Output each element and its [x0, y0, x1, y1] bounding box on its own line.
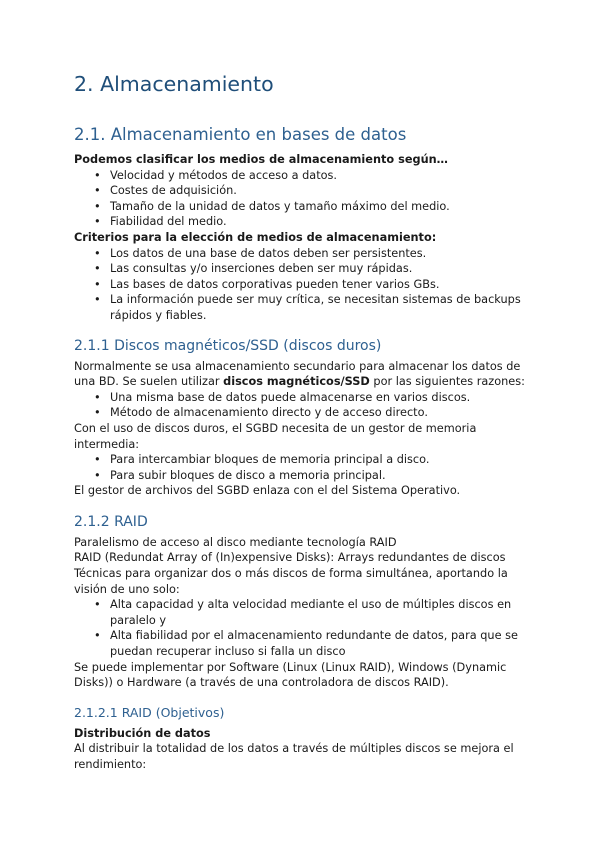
- paragraph-implementacion: Se puede implementar por Software (Linux (Linux RAID), Windows (Dynamic Disks)) o Hardware (a través de una controladora de discos RAID).: [74, 660, 507, 690]
- list-item: • Fiabilidad del medio.: [110, 214, 540, 230]
- list-item: • Método de almacenamiento directo y de acceso directo.: [110, 405, 540, 421]
- intro-criterios: Criterios para la elección de medios de almacenamiento:: [74, 230, 437, 244]
- list-item: • Los datos de una base de datos deben ser persistentes.: [110, 246, 540, 262]
- list-item: • Las consultas y/o inserciones deben ser muy rápidas.: [110, 261, 540, 277]
- text: por las siguientes razones:: [369, 375, 525, 389]
- list-item: • Velocidad y métodos de acceso a datos.: [110, 168, 540, 184]
- subsection-title: 2.1.2 RAID: [74, 513, 148, 530]
- section-2-1-2-1: [74, 704, 540, 773]
- paragraph-tecnicas: Técnicas para organizar dos o más discos de forma simultánea, aportando la visión de uno solo:: [74, 567, 508, 596]
- section-2-1-2: [74, 512, 540, 691]
- subsection-title: 2.1.1 Discos magnéticos/SSD (discos duros): [74, 337, 382, 354]
- paragraph-gestor-memoria: Con el uso de discos duros, el SGBD necesita de un gestor de memoria intermedia:: [74, 421, 477, 451]
- list-raid: [74, 597, 540, 659]
- paragraph-distribucion: Al distribuir la totalidad de los datos a través de múltiples discos se mejora el rendimiento:: [74, 742, 514, 771]
- subsubsection-title: 2.1.2.1 RAID (Objetivos): [74, 704, 225, 720]
- paragraph-paralelismo: Paralelismo de acceso al disco mediante tecnología RAID: [74, 535, 397, 549]
- chapter-title: 2. Almacenamiento: [74, 72, 274, 96]
- list-item: • Alta capacidad y alta velocidad mediante el uso de múltiples discos en paralelo y: [110, 597, 540, 628]
- list-item: • Una misma base de datos puede almacenarse en varios discos.: [110, 390, 540, 406]
- paragraph-discos: [74, 359, 540, 390]
- list-item: • La información puede ser muy crítica, se necesitan sistemas de backups rápidos y fiables.: [110, 292, 540, 323]
- list-gestor: [74, 452, 540, 483]
- list-item: • Costes de adquisición.: [110, 183, 540, 199]
- list-item: • Tamaño de la unidad de datos y tamaño máximo del medio.: [110, 199, 540, 215]
- list-razones: [74, 390, 540, 421]
- list-item: • Para subir bloques de disco a memoria principal.: [110, 468, 540, 484]
- section-title: 2.1. Almacenamiento en bases de datos: [74, 125, 407, 144]
- emphasis: discos magnéticos/SSD: [223, 375, 370, 389]
- subheading-distribucion: Distribución de datos: [74, 726, 211, 740]
- list-clasificar: [74, 168, 540, 230]
- intro-clasificar: Podemos clasificar los medios de almacenamiento según…: [74, 153, 448, 166]
- list-criterios: [74, 246, 540, 324]
- section-2-1-1: [74, 336, 540, 499]
- paragraph-gestor-archivos: El gestor de archivos del SGBD enlaza con el del Sistema Operativo.: [74, 484, 461, 498]
- paragraph-raid-def: RAID (Redundat Array of (In)expensive Disks): Arrays redundantes de discos: [74, 551, 506, 565]
- text: Normalmente se usa almacenamiento secundario para almacenar los datos de una BD. Se suelen utilizar: [74, 359, 521, 389]
- section-2-1: [74, 124, 540, 324]
- list-item: • Alta fiabilidad por el almacenamiento redundante de datos, para que se puedan recuperar incluso si falla un disco: [110, 628, 540, 659]
- list-item: • Para intercambiar bloques de memoria principal a disco.: [110, 452, 540, 468]
- list-item: • Las bases de datos corporativas pueden tener varios GBs.: [110, 277, 540, 293]
